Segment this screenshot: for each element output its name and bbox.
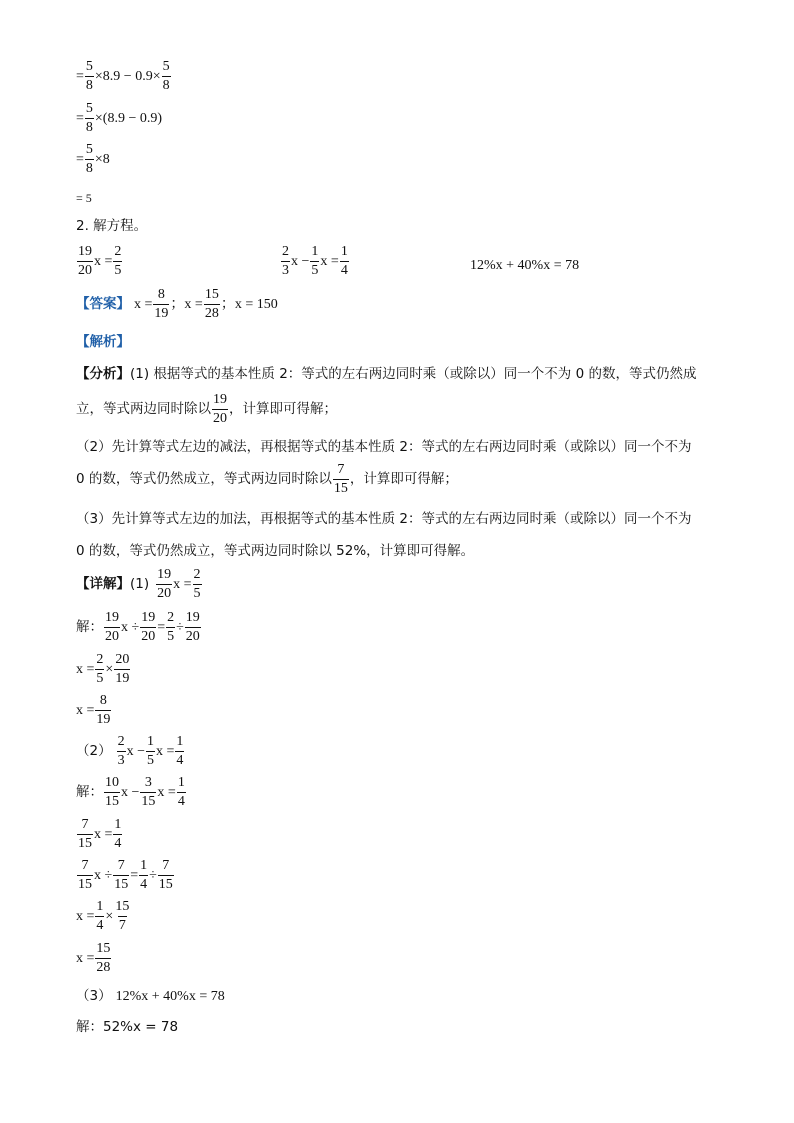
equation-text: x = [76, 950, 95, 966]
calc-line-3 [76, 143, 110, 176]
equation-text: ÷ [149, 867, 157, 883]
fraction: $\frac{5}{8}$ [85, 101, 93, 135]
fraction: $\frac{5}{8}$ [85, 59, 93, 93]
fraction: $\frac{2}{5}$ [167, 610, 175, 644]
fraction: $\frac{1}{4}$ [114, 817, 122, 851]
result-text: = 5 [76, 191, 92, 205]
equation-text: × [105, 908, 114, 924]
detail-tag: 【详解】 [76, 575, 130, 592]
detail-step [76, 653, 131, 686]
equation-text: x = [94, 253, 113, 269]
analysis-paragraph-1-cont [76, 393, 726, 426]
analysis-tag: 【解析】 [76, 334, 130, 350]
fraction: $\frac{5}{8}$ [162, 59, 170, 93]
analysis-paragraph-2-cont [76, 463, 726, 496]
fraction: $\frac{2}{5}$ [96, 652, 104, 686]
detail-line-2 [76, 735, 185, 768]
analysis-text: （3）先计算等式左边的加法，再根据等式的基本性质 2：等式的左右两边同时乘（或除以）同一个不为 [76, 511, 692, 527]
equation-text: x = [76, 908, 95, 924]
equation-text: x = [173, 576, 192, 592]
equation-text: ÷ [176, 619, 184, 635]
equation-text: x − [126, 743, 145, 759]
expression-text: ×8 [94, 151, 110, 167]
equation-text: x = [320, 253, 339, 269]
equation-text: 12%x + 40%x = 78 [115, 989, 225, 1004]
detail-step [76, 818, 123, 851]
analysis-paragraph-1 [76, 368, 726, 382]
detail-line-1 [76, 568, 203, 601]
analysis-paragraph-3 [76, 513, 726, 527]
equation-text: x − [121, 784, 140, 800]
fraction: $\frac{1}{5}$ [311, 244, 319, 278]
equation-text: = [130, 867, 139, 883]
equation-text: = [157, 619, 166, 635]
detail-step [76, 859, 175, 892]
equals-sign: = [76, 68, 84, 84]
fraction: $\frac{15}{28}$ [204, 287, 219, 321]
solve-label: 解： [76, 618, 103, 635]
expression-text: ×8.9 − 0.9× [94, 68, 161, 84]
analysis-text: 立，等式两边同时除以 [76, 400, 211, 417]
fraction: $\frac{7}{15}$ [78, 817, 92, 851]
calc-line-1 [76, 60, 172, 93]
equation-text: 12%x + 40%x = 78 [470, 258, 580, 273]
step-label: （3） [76, 988, 112, 1005]
fraction: $\frac{3}{15}$ [141, 775, 156, 809]
fraction: $\frac{1}{4}$ [340, 244, 348, 278]
fraction: $\frac{7}{15}$ [78, 858, 92, 892]
fraction: $\frac{2}{5}$ [114, 244, 122, 278]
detail-line-3 [76, 990, 225, 1004]
fraction: $\frac{1}{4}$ [140, 858, 148, 892]
equation-text: x = [76, 661, 95, 677]
equation-1 [76, 245, 123, 278]
analysis-subtag: 【分析】 [76, 366, 130, 382]
detail-step [76, 900, 131, 933]
analysis-text: ，计算即可得解； [349, 470, 458, 487]
expression-text: ×(8.9 − 0.9) [94, 110, 163, 126]
solve-label: 解： [76, 783, 103, 800]
fraction: $\frac{1}{4}$ [176, 734, 184, 768]
calc-line-4 [76, 192, 92, 204]
fraction: $\frac{15}{7}$ [115, 899, 130, 933]
analysis-paragraph-3-cont [76, 545, 726, 559]
detail-step [76, 1021, 178, 1035]
answer-text: x = [184, 296, 203, 312]
step-label: （2） [76, 742, 112, 759]
fraction: $\frac{19}{20}$ [185, 610, 200, 644]
fraction: $\frac{5}{8}$ [85, 142, 93, 176]
analysis-text: ，计算即可得解； [229, 400, 337, 417]
fraction: $\frac{20}{19}$ [115, 652, 130, 686]
analysis-text: 0 的数，等式仍然成立，等式两边同时除以 [76, 470, 332, 487]
equation-text: × [105, 661, 114, 677]
equation-text: x = [76, 702, 95, 718]
detail-step [76, 694, 112, 727]
fraction: $\frac{2}{3}$ [282, 244, 289, 278]
analysis-text: (1) 根据等式的基本性质 2：等式的左右两边同时乘（或除以）同一个不为 0 的数，等式仍然成 [130, 366, 697, 382]
answer-line [76, 288, 278, 321]
analysis-tag-line [76, 336, 726, 350]
analysis-paragraph-2 [76, 441, 726, 455]
equals-sign: = [76, 110, 84, 126]
fraction: $\frac{1}{5}$ [147, 734, 154, 768]
detail-step [76, 942, 112, 975]
equation-3 [470, 259, 579, 273]
fraction: $\frac{8}{19}$ [154, 287, 169, 321]
fraction: $\frac{19}{20}$ [78, 244, 92, 278]
equation-text: x = [157, 784, 176, 800]
fraction: $\frac{15}{28}$ [96, 941, 111, 975]
fraction: $\frac{19}{20}$ [157, 567, 172, 601]
detail-step [76, 776, 187, 809]
fraction: $\frac{1}{4}$ [177, 775, 185, 809]
equation-text: x = [156, 743, 175, 759]
fraction: $\frac{10}{15}$ [105, 775, 119, 809]
equation-text: x − [291, 253, 310, 269]
equation-text: x ÷ [94, 867, 113, 883]
answer-tag: 【答案】 [76, 295, 130, 312]
equals-sign: = [76, 151, 84, 167]
fraction: $\frac{1}{4}$ [96, 899, 104, 933]
fraction: $\frac{2}{5}$ [193, 567, 201, 601]
analysis-text: 0 的数，等式仍然成立，等式两边同时除以 52%，计算即可得解。 [76, 543, 475, 559]
solve-text: 解：52%x = 78 [76, 1019, 179, 1035]
fraction: $\frac{8}{19}$ [96, 693, 111, 727]
separator: ； [220, 296, 235, 312]
step-label: (1) [130, 575, 150, 592]
fraction: $\frac{2}{3}$ [117, 734, 125, 768]
fraction: $\frac{19}{20}$ [141, 610, 156, 644]
fraction: $\frac{7}{15}$ [114, 858, 129, 892]
question-title: 2. 解方程。 [76, 218, 148, 234]
fraction: $\frac{7}{15}$ [158, 858, 173, 892]
separator: ； [170, 296, 185, 312]
fraction: $\frac{19}{20}$ [105, 610, 119, 644]
equation-2 [280, 245, 350, 278]
answer-text: x = 150 [234, 296, 278, 312]
equation-text: x = [94, 826, 113, 842]
answer-text: x = [134, 296, 153, 312]
analysis-text: （2）先计算等式左边的减法，再根据等式的基本性质 2：等式的左右两边同时乘（或除以）同一个不为 [76, 439, 692, 455]
fraction: $\frac{19}{20}$ [213, 392, 227, 426]
detail-step [76, 611, 202, 644]
fraction: $\frac{7}{15}$ [333, 462, 348, 496]
calc-line-2 [76, 102, 162, 135]
equation-text: x ÷ [121, 619, 140, 635]
